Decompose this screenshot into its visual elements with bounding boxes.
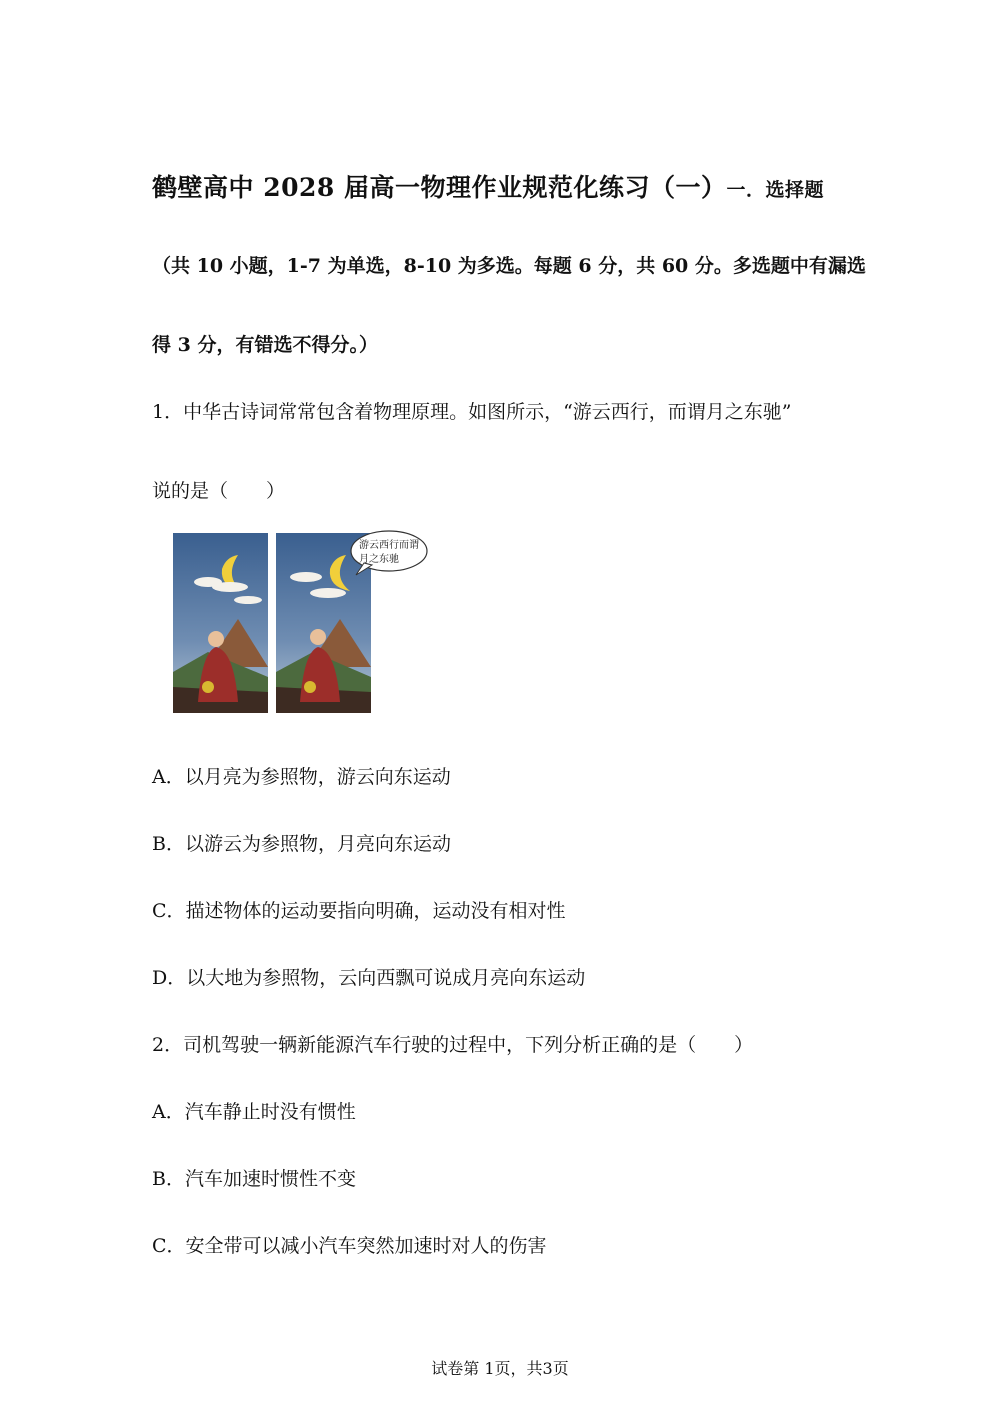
bubble-text-line-1: 游云西行而谓 — [359, 540, 419, 551]
question-1-option-d: D．以大地为参照物，云向西飘可说成月亮向东运动 — [152, 967, 586, 989]
question-2-stem: 2．司机驾驶一辆新能源汽车行驶的过程中，下列分析正确的是（ ） — [152, 1034, 754, 1056]
question-1-stem-cont: 说的是（ ） — [152, 480, 286, 502]
page-title — [152, 168, 824, 204]
poet-moon-illustration — [168, 527, 438, 720]
bubble-text-line-2: 月之东驰 — [359, 554, 399, 565]
question-1-illustration — [168, 527, 438, 720]
question-1-stem: 1．中华古诗词常常包含着物理原理。如图所示，“游云西行，而谓月之东驰” — [152, 401, 792, 423]
instructions-line-2: 得 3 分，有错选不得分。） — [152, 334, 378, 356]
instructions-line-1: （共 10 小题，1-7 为单选，8-10 为多选。每题 6 分，共 60 分。多选题中有漏选 — [152, 255, 866, 277]
section-heading: 一．选择题 — [726, 179, 825, 201]
question-1-option-b: B．以游云为参照物，月亮向东运动 — [152, 833, 451, 855]
question-1-option-a: A．以月亮为参照物，游云向东运动 — [152, 766, 451, 788]
question-2-option-b: B．汽车加速时惯性不变 — [152, 1168, 356, 1190]
page-footer: 试卷第 1页，共3页 — [431, 1359, 569, 1378]
speech-bubble — [351, 531, 427, 575]
question-1-option-c: C．描述物体的运动要指向明确，运动没有相对性 — [152, 900, 566, 922]
left-panel — [173, 533, 268, 713]
title-text: 鹤壁高中 2028 届高一物理作业规范化练习（一） — [152, 173, 727, 202]
question-2-option-c: C．安全带可以减小汽车突然加速时对人的伤害 — [152, 1235, 547, 1257]
question-2-option-a: A．汽车静止时没有惯性 — [152, 1101, 356, 1123]
